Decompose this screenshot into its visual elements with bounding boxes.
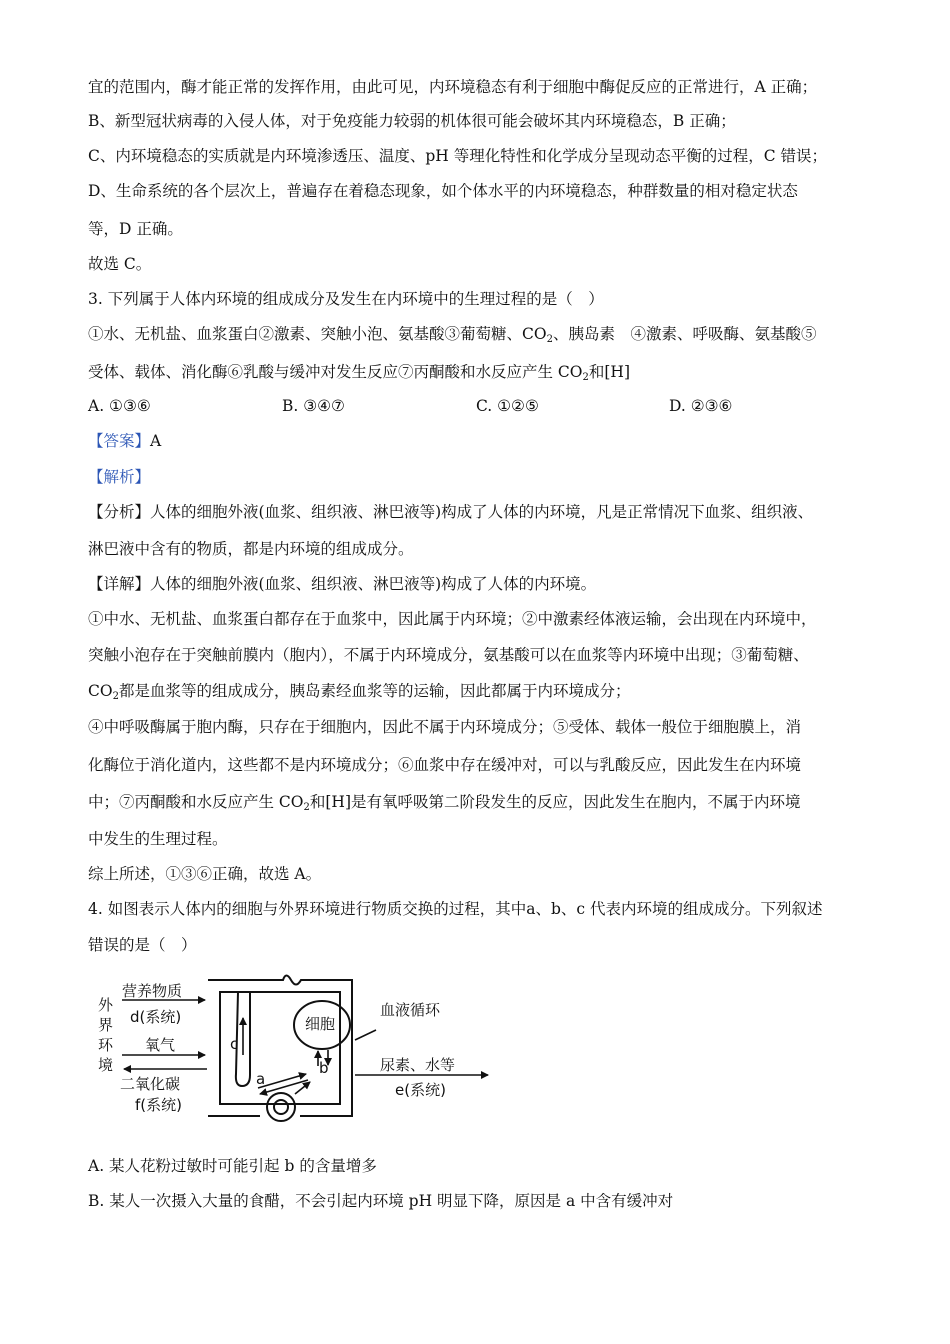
oxygen-label: 氧气 (145, 1036, 176, 1054)
text-line: B、新型冠状病毒的入侵人体，对于免疫能力较弱的机体很可能会破坏其内环境稳态，B 正确； (88, 112, 736, 130)
label-b: b (319, 1059, 329, 1077)
detail-text: $CO_2$都是血浆等的组成成分，胰岛素经血浆等的运输，因此都属于内环境成分； (88, 682, 631, 702)
question-4-stem: 错误的是（ ） (88, 936, 197, 954)
analysis-text: 淋巴液中含有的物质，都是内环境的组成成分。 (88, 540, 414, 558)
outside-label: 境 (98, 1056, 114, 1074)
system-d-label: d(系统) (130, 1008, 182, 1026)
capillary (267, 1093, 295, 1121)
answer: 【答案】A (88, 432, 162, 450)
detail-text: 化酶位于消化道内，这些都不是内环境成分；⑥血浆中存在缓冲对，可以与乳酸反应，因此发生在内环境 (88, 756, 802, 774)
option-c: C. ①②⑤ (476, 397, 539, 415)
conclusion: 故选 C。 (88, 255, 152, 273)
question-3-stem: 3. 下列属于人体内环境的组成成分及发生在内环境中的生理过程的是（ ） (88, 290, 604, 308)
option-a: A. ①③⑥ (88, 397, 151, 415)
text-line: 宜的范围内，酶才能正常的发挥作用，由此可见，内环境稳态有利于细胞中酶促反应的正常进行，A 正确； (88, 78, 818, 96)
co2-label: 二氧化碳 (120, 1075, 181, 1093)
detail-text: ①中水、无机盐、血浆蛋白都存在于血浆中，因此属于内环境；②中激素经体液运输，会出现在内环境中， (88, 610, 817, 628)
text-line: 等，D 正确。 (88, 220, 183, 238)
summary: 综上所述，①③⑥正确，故选 A。 (88, 865, 322, 883)
system-f-label: f(系统) (135, 1096, 182, 1114)
urea-label: 尿素、水等 (380, 1056, 456, 1074)
option-d: D. ②③⑥ (669, 397, 733, 415)
system-e-label: e(系统) (395, 1081, 446, 1099)
detail-text: ④中呼吸酶属于胞内酶，只存在于细胞内，因此不属于内环境成分；⑤受体、载体一般位于细胞膜上，消 (88, 718, 802, 736)
outside-label: 界 (98, 1016, 114, 1034)
question-4-stem: 4. 如图表示人体内的细胞与外界环境进行物质交换的过程，其中a、b、c 代表内环境的组成成分。下列叙述 (88, 900, 823, 918)
option-b: B. ③④⑦ (282, 397, 345, 415)
cell-label: 细胞 (305, 1015, 336, 1033)
nutrients-label: 营养物质 (122, 982, 183, 1000)
detail-text: 中发生的生理过程。 (88, 830, 228, 848)
detail-text: 突触小泡存在于突触前膜内（胞内），不属于内环境成分，氨基酸可以在血浆等内环境中出现；③葡萄糖、 (88, 646, 809, 664)
text-line: D、生命系统的各个层次上，普遍存在着稳态现象，如个体水平的内环境稳态，种群数量的相对稳定状态 (88, 182, 798, 200)
question-3-items: ①水、无机盐、血浆蛋白②激素、突触小泡、氨基酸③葡萄糖、$CO_2$、胰岛素 ④激素、呼吸酶、氨基酸⑤ (88, 325, 817, 345)
question-3-items: 受体、载体、消化酶⑥乳酸与缓冲对发生反应⑦丙酮酸和水反应产生 $CO_2$和[H] (88, 363, 630, 383)
option-a: A. 某人花粉过敏时可能引起 b 的含量增多 (88, 1157, 377, 1175)
detail-text: 【详解】人体的细胞外液(血浆、组织液、淋巴液等)构成了人体的内环境。 (88, 575, 597, 593)
analysis-text: 【分析】人体的细胞外液(血浆、组织液、淋巴液等)构成了人体的内环境，凡是正常情况下血浆、组织液、 (88, 503, 814, 521)
exchange-diagram (90, 970, 510, 1130)
outside-label: 环 (98, 1036, 114, 1054)
label-a: a (256, 1070, 266, 1088)
analysis-tag: 【解析】 (88, 468, 151, 486)
text-line: C、内环境稳态的实质就是内环境渗透压、温度、pH 等理化特性和化学成分呈现动态平衡的过程，C 错误； (88, 147, 828, 165)
blood-label: 血液循环 (380, 1001, 441, 1019)
option-b: B. 某人一次摄入大量的食醋，不会引起内环境 pH 明显下降，原因是 a 中含有缓冲对 (88, 1192, 674, 1210)
outside-label: 外 (98, 996, 114, 1014)
detail-text: 中；⑦丙酮酸和水反应产生 $CO_2$和[H]是有氧呼吸第二阶段发生的反应，因此发生在胞内，不属于内环境 (88, 793, 801, 813)
label-c: c (230, 1035, 239, 1053)
